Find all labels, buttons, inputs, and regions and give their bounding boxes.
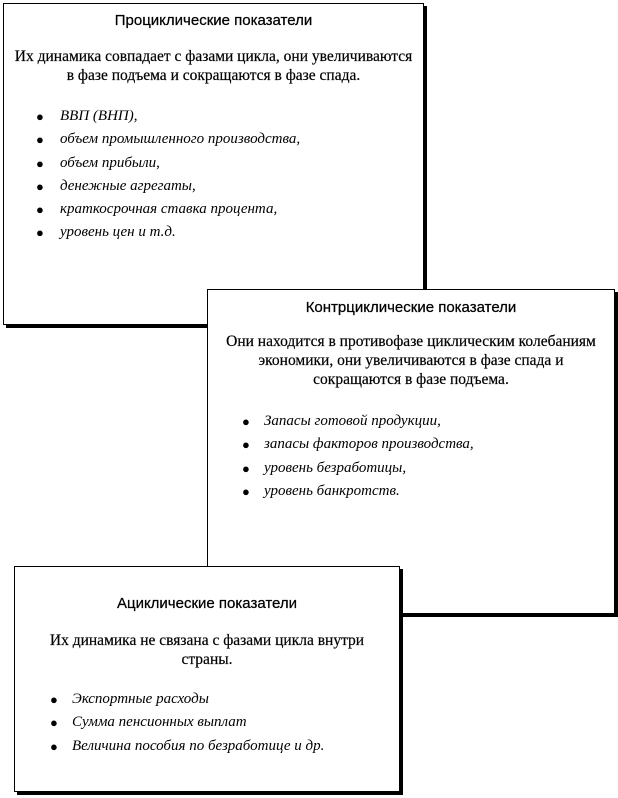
bullet-icon: ● — [242, 460, 250, 476]
list-item: ● Запасы готовой продукции, — [208, 410, 614, 433]
list-item: ● уровень цен и т.д. — [4, 221, 423, 244]
acyclical-title: Ациклические показатели — [116, 595, 298, 612]
acyclical-description: Их динамика не связана с фазами цикла внутри страны. — [49, 632, 365, 668]
procyclical-description: Их динамика совпадает с фазами цикла, они увеличиваются в фазе подъема и сокращаются в фазе спада. — [14, 48, 413, 84]
bullet-icon: ● — [242, 483, 250, 499]
countercyclical-description: Они находится в противофазе циклическим колебаниям экономики, они увеличиваются в фазе спада и сокращаются в фазе подъема. — [226, 333, 596, 388]
acyclical-list — [15, 688, 399, 758]
bullet-icon: ● — [36, 202, 44, 218]
list-item: ● Величина пособия по безработице и др. — [15, 735, 399, 758]
list-item: ● денежные агрегаты, — [4, 175, 423, 198]
countercyclical-list — [208, 410, 614, 503]
bullet-icon: ● — [36, 155, 44, 171]
bullet-icon: ● — [50, 692, 58, 707]
list-item: ● запасы факторов производства, — [208, 433, 614, 456]
bullet-icon: ● — [50, 715, 58, 731]
list-item: ● объем промышленного производства, — [4, 128, 423, 151]
bullet-icon: ● — [242, 437, 250, 453]
bullet-icon: ● — [36, 132, 44, 148]
bullet-icon: ● — [242, 414, 250, 429]
list-item: ● ВВП (ВНП), — [4, 105, 423, 128]
procyclical-title: Проциклические показатели — [114, 12, 313, 29]
procyclical-box — [3, 3, 424, 325]
bullet-icon: ● — [50, 738, 58, 754]
procyclical-list — [4, 105, 423, 245]
list-item: ● Экспортные расходы — [15, 688, 399, 711]
list-item: ● краткосрочная ставка процента, — [4, 198, 423, 221]
bullet-icon: ● — [36, 225, 44, 241]
list-item: ● уровень безработицы, — [208, 457, 614, 480]
list-item: ● объем прибыли, — [4, 152, 423, 175]
acyclical-box — [14, 566, 400, 792]
countercyclical-title: Контрциклические показатели — [305, 299, 517, 316]
list-item: ● Сумма пенсионных выплат — [15, 711, 399, 734]
list-item: ● уровень банкротств. — [208, 480, 614, 503]
bullet-icon: ● — [36, 178, 44, 194]
bullet-icon: ● — [36, 109, 44, 124]
